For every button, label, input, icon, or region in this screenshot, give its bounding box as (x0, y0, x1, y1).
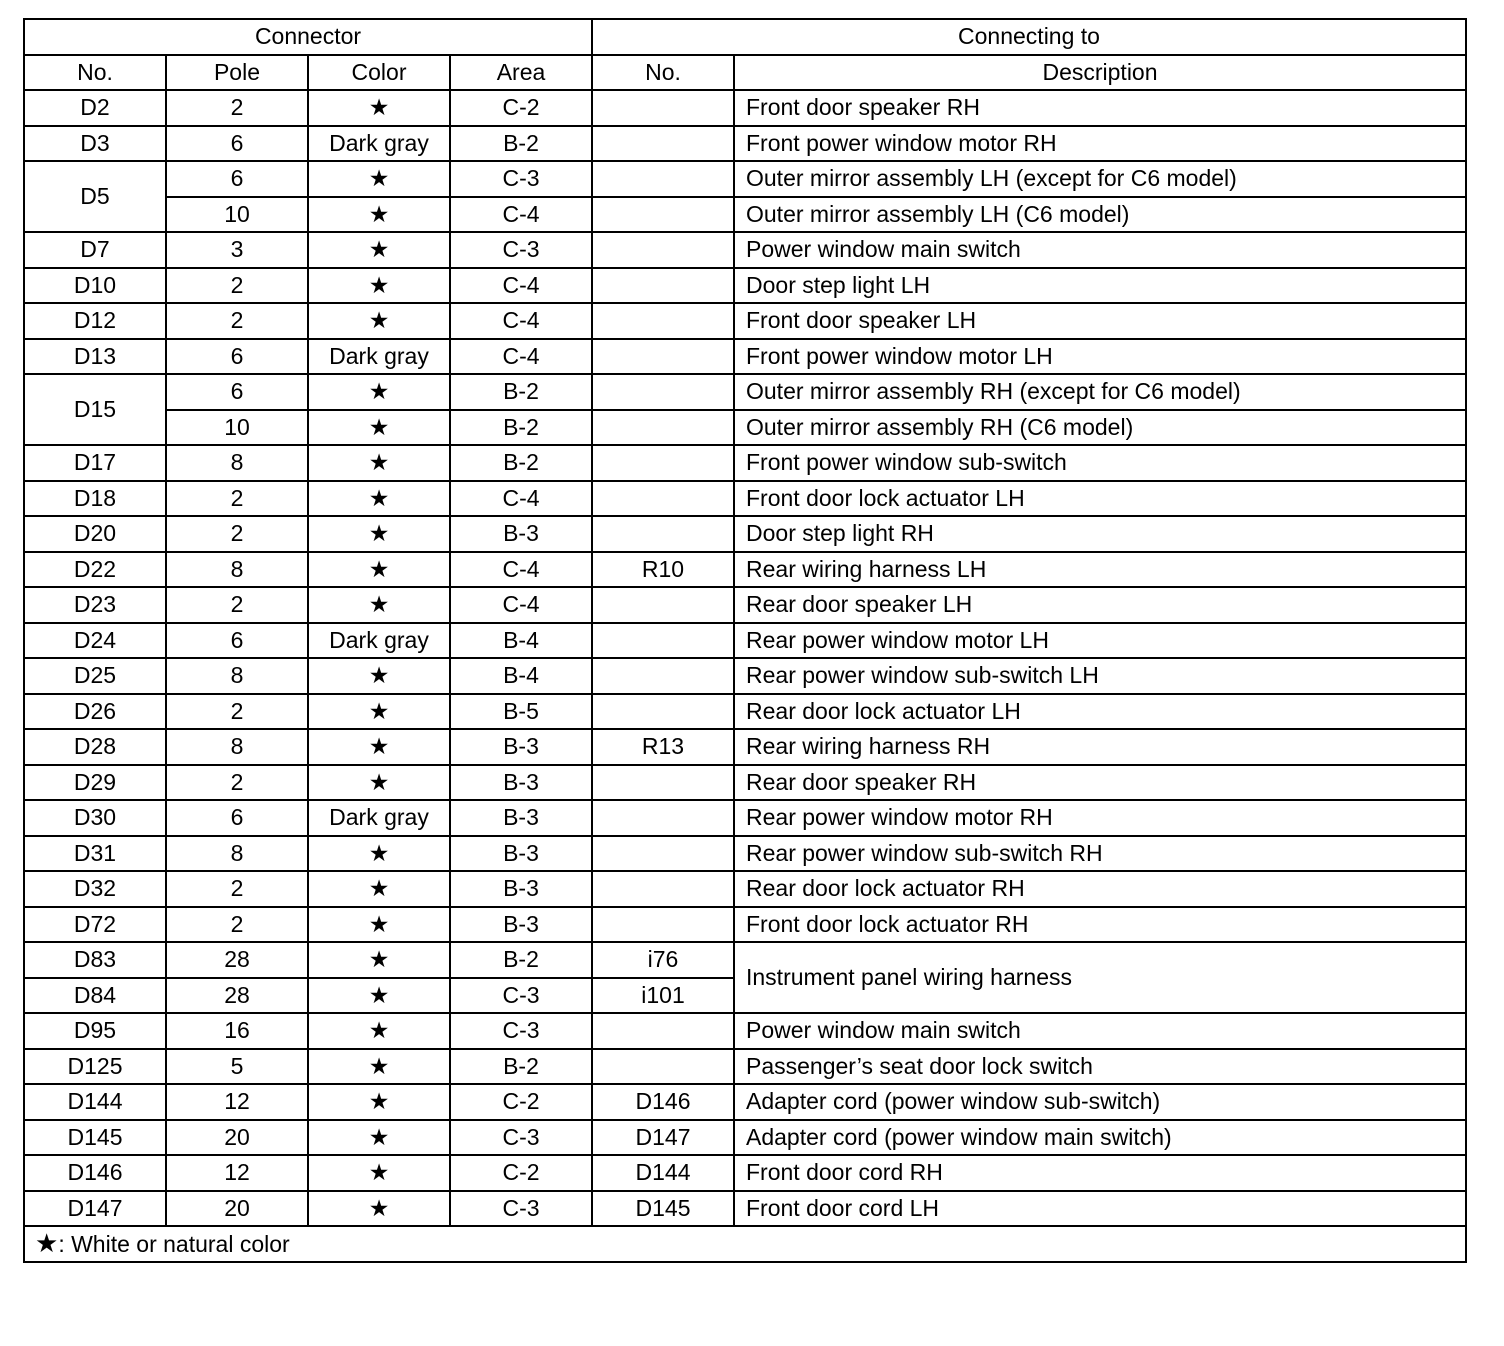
cell-color: ★ (308, 1120, 450, 1156)
cell-description: Rear door lock actuator RH (734, 871, 1466, 907)
cell-area: B-3 (450, 871, 592, 907)
cell-description: Rear wiring harness RH (734, 729, 1466, 765)
cell-area: C-3 (450, 978, 592, 1014)
cell-area: B-4 (450, 658, 592, 694)
cell-pole: 2 (166, 907, 308, 943)
cell-conn-no (592, 1013, 734, 1049)
cell-area: B-3 (450, 800, 592, 836)
cell-pole: 6 (166, 800, 308, 836)
cell-pole: 10 (166, 197, 308, 233)
cell-conn-no: i101 (592, 978, 734, 1014)
cell-conn-no (592, 410, 734, 446)
table-row (24, 126, 1466, 162)
cell-conn-no (592, 623, 734, 659)
cell-color: ★ (308, 161, 450, 197)
cell-conn-no (592, 126, 734, 162)
cell-area: B-4 (450, 623, 592, 659)
cell-no: D95 (24, 1013, 166, 1049)
cell-area: B-2 (450, 1049, 592, 1085)
cell-area: B-3 (450, 907, 592, 943)
cell-description: Adapter cord (power window main switch) (734, 1120, 1466, 1156)
table-row (24, 481, 1466, 517)
table-row (24, 197, 1466, 233)
cell-pole: 28 (166, 942, 308, 978)
cell-conn-no (592, 374, 734, 410)
cell-no: D145 (24, 1120, 166, 1156)
table-row (24, 161, 1466, 197)
cell-no: D144 (24, 1084, 166, 1120)
cell-conn-no: D145 (592, 1191, 734, 1227)
cell-conn-no: i76 (592, 942, 734, 978)
cell-color: ★ (308, 1155, 450, 1191)
cell-no: D20 (24, 516, 166, 552)
cell-description: Adapter cord (power window sub-switch) (734, 1084, 1466, 1120)
cell-pole: 2 (166, 587, 308, 623)
cell-color: ★ (308, 303, 450, 339)
cell-pole: 6 (166, 161, 308, 197)
footnote-text: : White or natural color (58, 1231, 290, 1258)
cell-color: ★ (308, 1013, 450, 1049)
cell-area: C-4 (450, 552, 592, 588)
cell-area: C-3 (450, 1013, 592, 1049)
connector-table (23, 18, 1467, 1263)
cell-area: B-3 (450, 836, 592, 872)
table-row (24, 836, 1466, 872)
table-row (24, 552, 1466, 588)
cell-color: ★ (308, 694, 450, 730)
cell-conn-no (592, 445, 734, 481)
cell-color: ★ (308, 1191, 450, 1227)
cell-description: Rear power window motor LH (734, 623, 1466, 659)
cell-no: D3 (24, 126, 166, 162)
cell-area: C-3 (450, 1120, 592, 1156)
table-row (24, 942, 1466, 978)
cell-no: D18 (24, 481, 166, 517)
cell-pole: 2 (166, 303, 308, 339)
cell-conn-no (592, 658, 734, 694)
table-row (24, 871, 1466, 907)
cell-no: D25 (24, 658, 166, 694)
cell-pole: 5 (166, 1049, 308, 1085)
cell-description: Front door cord LH (734, 1191, 1466, 1227)
cell-conn-no (592, 516, 734, 552)
cell-conn-no (592, 197, 734, 233)
cell-description: Outer mirror assembly LH (except for C6 model) (734, 161, 1466, 197)
cell-no: D15 (24, 374, 166, 445)
cell-color: ★ (308, 516, 450, 552)
cell-pole: 2 (166, 481, 308, 517)
cell-no: D2 (24, 90, 166, 126)
cell-area: C-3 (450, 1191, 592, 1227)
cell-pole: 28 (166, 978, 308, 1014)
cell-area: B-2 (450, 374, 592, 410)
cell-conn-no: D146 (592, 1084, 734, 1120)
cell-color: ★ (308, 552, 450, 588)
cell-color: ★ (308, 729, 450, 765)
cell-color: ★ (308, 1084, 450, 1120)
table-row (24, 1191, 1466, 1227)
table-row (24, 1084, 1466, 1120)
cell-no: D10 (24, 268, 166, 304)
cell-conn-no (592, 481, 734, 517)
cell-area: C-4 (450, 197, 592, 233)
cell-no: D13 (24, 339, 166, 375)
cell-description: Outer mirror assembly RH (C6 model) (734, 410, 1466, 446)
cell-conn-no (592, 232, 734, 268)
cell-area: C-3 (450, 232, 592, 268)
star-icon: ★ (35, 1228, 59, 1259)
cell-color: ★ (308, 481, 450, 517)
cell-no: D147 (24, 1191, 166, 1227)
cell-area: C-4 (450, 303, 592, 339)
cell-pole: 16 (166, 1013, 308, 1049)
cell-color: ★ (308, 197, 450, 233)
header-description: Description (734, 55, 1466, 91)
cell-color: ★ (308, 268, 450, 304)
table-row (24, 268, 1466, 304)
table-row (24, 303, 1466, 339)
cell-conn-no (592, 1049, 734, 1085)
cell-no: D30 (24, 800, 166, 836)
cell-color: ★ (308, 658, 450, 694)
cell-description: Front door speaker RH (734, 90, 1466, 126)
cell-color: ★ (308, 978, 450, 1014)
table-row (24, 90, 1466, 126)
cell-area: C-2 (450, 1084, 592, 1120)
cell-description: Rear power window sub-switch LH (734, 658, 1466, 694)
cell-pole: 20 (166, 1191, 308, 1227)
table-row (24, 410, 1466, 446)
cell-no: D146 (24, 1155, 166, 1191)
cell-pole: 8 (166, 658, 308, 694)
cell-color: Dark gray (308, 126, 450, 162)
cell-description: Instrument panel wiring harness (734, 942, 1466, 1013)
table-row (24, 729, 1466, 765)
cell-no: D125 (24, 1049, 166, 1085)
cell-color: ★ (308, 410, 450, 446)
cell-color: ★ (308, 871, 450, 907)
table-row (24, 694, 1466, 730)
cell-pole: 8 (166, 552, 308, 588)
table-row (24, 232, 1466, 268)
cell-no: D83 (24, 942, 166, 978)
cell-no: D24 (24, 623, 166, 659)
cell-color: Dark gray (308, 623, 450, 659)
table-row (24, 1155, 1466, 1191)
cell-conn-no (592, 836, 734, 872)
cell-area: B-2 (450, 410, 592, 446)
table-row (24, 907, 1466, 943)
cell-conn-no (592, 161, 734, 197)
cell-description: Door step light LH (734, 268, 1466, 304)
cell-no: D72 (24, 907, 166, 943)
cell-color: ★ (308, 907, 450, 943)
cell-pole: 20 (166, 1120, 308, 1156)
cell-description: Rear wiring harness LH (734, 552, 1466, 588)
cell-area: B-2 (450, 126, 592, 162)
cell-description: Passenger’s seat door lock switch (734, 1049, 1466, 1085)
cell-conn-no (592, 800, 734, 836)
cell-area: B-3 (450, 765, 592, 801)
table-row (24, 658, 1466, 694)
cell-area: B-3 (450, 729, 592, 765)
cell-color: ★ (308, 445, 450, 481)
header-connecting-to: Connecting to (592, 19, 1466, 55)
cell-description: Front door lock actuator RH (734, 907, 1466, 943)
table-header (24, 19, 1466, 90)
cell-pole: 2 (166, 268, 308, 304)
cell-no: D26 (24, 694, 166, 730)
cell-conn-no (592, 694, 734, 730)
cell-no: D32 (24, 871, 166, 907)
cell-pole: 3 (166, 232, 308, 268)
cell-area: B-2 (450, 445, 592, 481)
cell-conn-no: D147 (592, 1120, 734, 1156)
table-row (24, 445, 1466, 481)
cell-conn-no (592, 871, 734, 907)
cell-area: C-4 (450, 268, 592, 304)
cell-area: C-4 (450, 339, 592, 375)
cell-conn-no (592, 587, 734, 623)
cell-color: ★ (308, 232, 450, 268)
table-row (24, 800, 1466, 836)
cell-description: Outer mirror assembly RH (except for C6 model) (734, 374, 1466, 410)
cell-conn-no: R10 (592, 552, 734, 588)
cell-description: Front door lock actuator LH (734, 481, 1466, 517)
cell-area: C-4 (450, 481, 592, 517)
cell-pole: 12 (166, 1084, 308, 1120)
cell-no: D22 (24, 552, 166, 588)
cell-conn-no (592, 339, 734, 375)
cell-pole: 6 (166, 126, 308, 162)
cell-area: C-3 (450, 161, 592, 197)
cell-description: Front power window motor RH (734, 126, 1466, 162)
cell-description: Rear door lock actuator LH (734, 694, 1466, 730)
header-row-groups (24, 19, 1466, 55)
cell-pole: 2 (166, 871, 308, 907)
cell-description: Door step light RH (734, 516, 1466, 552)
table-row (24, 765, 1466, 801)
cell-pole: 2 (166, 90, 308, 126)
cell-conn-no (592, 303, 734, 339)
cell-description: Rear power window motor RH (734, 800, 1466, 836)
cell-conn-no (592, 268, 734, 304)
table-row (24, 1120, 1466, 1156)
cell-pole: 8 (166, 729, 308, 765)
table-row (24, 623, 1466, 659)
cell-no: D23 (24, 587, 166, 623)
cell-no: D31 (24, 836, 166, 872)
cell-color: ★ (308, 942, 450, 978)
cell-color: Dark gray (308, 339, 450, 375)
cell-color: ★ (308, 1049, 450, 1085)
cell-conn-no: D144 (592, 1155, 734, 1191)
cell-pole: 6 (166, 623, 308, 659)
cell-description: Front door speaker LH (734, 303, 1466, 339)
table-row (24, 339, 1466, 375)
cell-color: Dark gray (308, 800, 450, 836)
cell-no: D28 (24, 729, 166, 765)
cell-area: C-2 (450, 1155, 592, 1191)
cell-pole: 2 (166, 765, 308, 801)
header-conn-no: No. (592, 55, 734, 91)
table-row (24, 1049, 1466, 1085)
cell-conn-no: R13 (592, 729, 734, 765)
cell-pole: 6 (166, 339, 308, 375)
cell-pole: 12 (166, 1155, 308, 1191)
header-connector: Connector (24, 19, 592, 55)
cell-area: C-4 (450, 587, 592, 623)
cell-conn-no (592, 907, 734, 943)
cell-description: Power window main switch (734, 232, 1466, 268)
cell-area: B-2 (450, 942, 592, 978)
cell-pole: 8 (166, 445, 308, 481)
cell-description: Front door cord RH (734, 1155, 1466, 1191)
table-row (24, 516, 1466, 552)
cell-description: Rear door speaker LH (734, 587, 1466, 623)
cell-no: D5 (24, 161, 166, 232)
cell-no: D29 (24, 765, 166, 801)
cell-description: Rear power window sub-switch RH (734, 836, 1466, 872)
cell-no: D17 (24, 445, 166, 481)
cell-color: ★ (308, 374, 450, 410)
cell-description: Power window main switch (734, 1013, 1466, 1049)
cell-pole: 2 (166, 516, 308, 552)
cell-no: D84 (24, 978, 166, 1014)
table-body (24, 90, 1466, 1262)
cell-pole: 2 (166, 694, 308, 730)
cell-color: ★ (308, 587, 450, 623)
table-row (24, 1013, 1466, 1049)
cell-description: Front power window motor LH (734, 339, 1466, 375)
cell-area: B-5 (450, 694, 592, 730)
header-color: Color (308, 55, 450, 91)
cell-pole: 10 (166, 410, 308, 446)
cell-area: B-3 (450, 516, 592, 552)
cell-description: Rear door speaker RH (734, 765, 1466, 801)
header-area: Area (450, 55, 592, 91)
cell-color: ★ (308, 90, 450, 126)
cell-area: C-2 (450, 90, 592, 126)
footnote-row (24, 1226, 1466, 1262)
header-row-columns (24, 55, 1466, 91)
cell-pole: 8 (166, 836, 308, 872)
cell-description: Outer mirror assembly LH (C6 model) (734, 197, 1466, 233)
cell-pole: 6 (166, 374, 308, 410)
cell-no: D7 (24, 232, 166, 268)
cell-conn-no (592, 90, 734, 126)
header-no: No. (24, 55, 166, 91)
table-row (24, 374, 1466, 410)
cell-color: ★ (308, 836, 450, 872)
cell-no: D12 (24, 303, 166, 339)
cell-description: Front power window sub-switch (734, 445, 1466, 481)
footnote (24, 1226, 1466, 1262)
header-pole: Pole (166, 55, 308, 91)
cell-conn-no (592, 765, 734, 801)
table-row (24, 587, 1466, 623)
cell-color: ★ (308, 765, 450, 801)
